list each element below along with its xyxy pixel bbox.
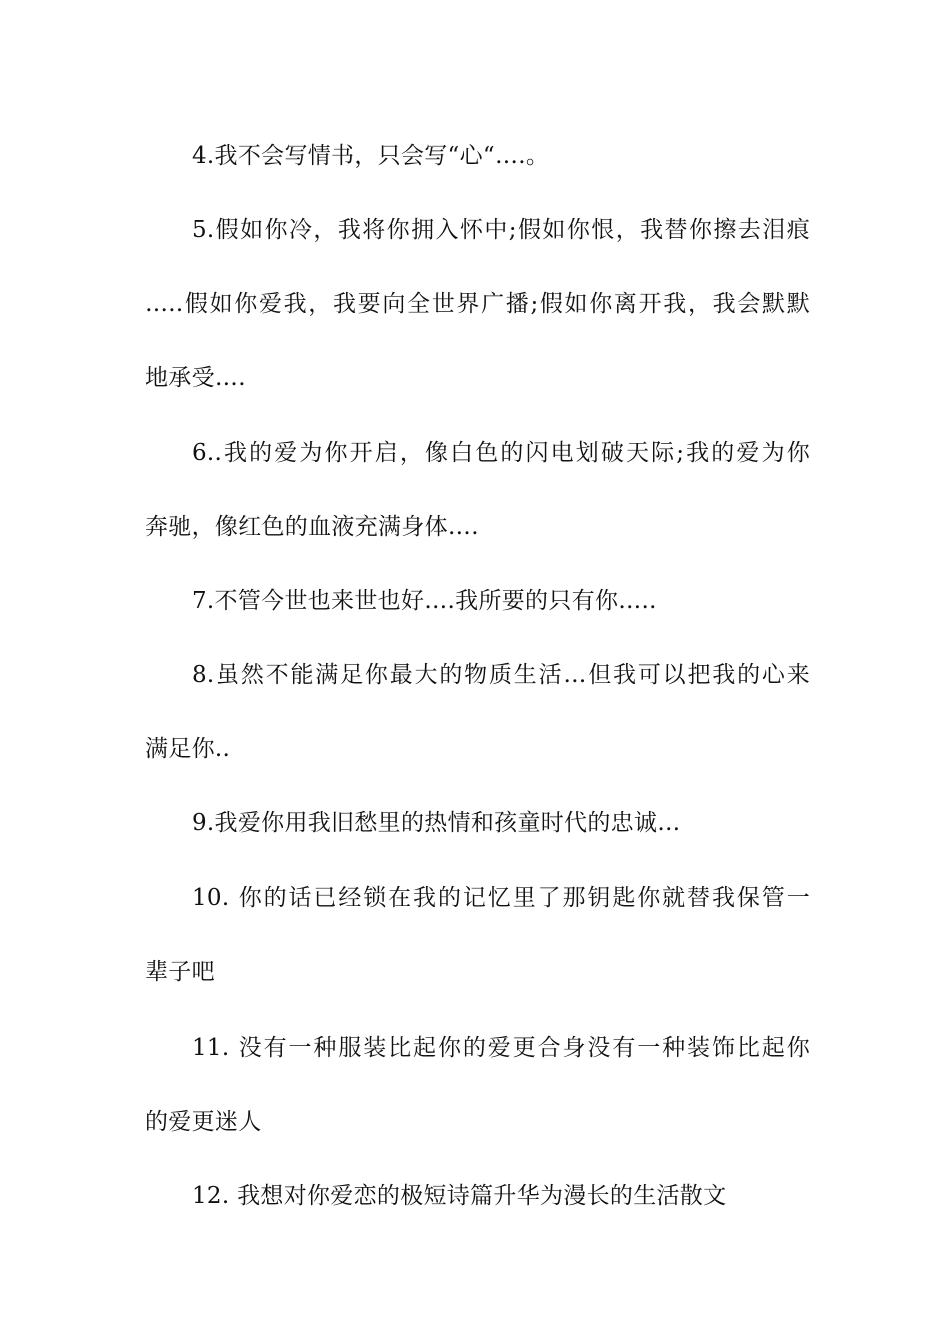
- text-line-item-8-part-2: 满足你..: [145, 736, 231, 762]
- text-line-item-8-part-1: 8.虽然不能满足你最大的物质生活…但我可以把我的心来: [192, 662, 810, 688]
- text-line-item-9: 9.我爱你用我旧愁里的热情和孩童时代的忠诚…: [192, 810, 681, 836]
- text-line-item-5-part-3: 地承受….: [145, 365, 246, 391]
- text-line-item-5-part-1: 5.假如你冷，我将你拥入怀中;假如你恨，我替你擦去泪痕: [192, 217, 810, 243]
- text-line-item-10-part-1: 10. 你的话已经锁在我的记忆里了那钥匙你就替我保管一: [192, 885, 810, 911]
- text-line-item-11-part-2: 的爱更迷人: [145, 1109, 262, 1135]
- text-line-item-4: 4.我不会写情书，只会写“心“….。: [192, 143, 550, 169]
- text-line-item-7: 7.不管今世也来世也好….我所要的只有你…..: [192, 588, 657, 614]
- text-line-item-12: 12. 我想对你爱恋的极短诗篇升华为漫长的生活散文: [192, 1183, 727, 1209]
- text-line-item-10-part-2: 辈子吧: [145, 959, 215, 985]
- text-line-item-6-part-1: 6..我的爱为你开启，像白色的闪电划破天际;我的爱为你: [192, 440, 810, 466]
- text-line-item-11-part-1: 11. 没有一种服装比起你的爱更合身没有一种装饰比起你: [192, 1035, 810, 1061]
- text-line-item-6-part-2: 奔驰，像红色的血液充满身体….: [145, 514, 479, 540]
- text-line-item-5-part-2: …..假如你爱我，我要向全世界广播;假如你离开我，我会默默: [145, 291, 810, 317]
